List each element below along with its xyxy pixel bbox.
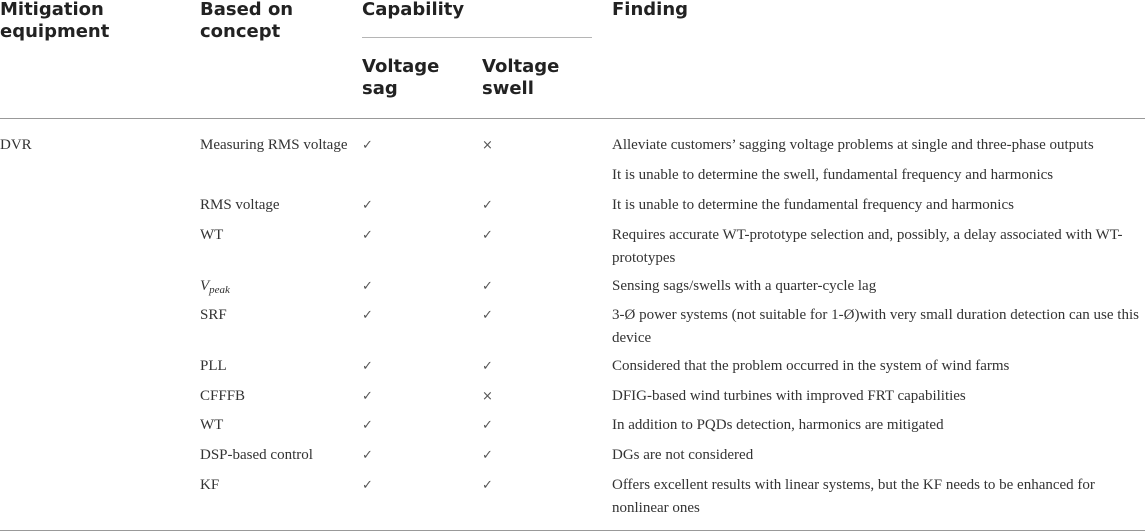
header-capability: Capability [362, 0, 465, 20]
concept-cell: WT [200, 227, 224, 243]
concept-cell: RMS voltage [200, 197, 280, 213]
concept-subscript: peak [209, 284, 230, 296]
finding-cell: It is unable to determine the swell, fundamental frequency and harmonics [612, 167, 1054, 183]
concept-cell: DSP-based control [200, 447, 313, 463]
header-mitigation-equipment: Mitigation equipment [0, 0, 110, 42]
swell-check-icon: ✓ [482, 279, 493, 294]
finding-cell: DGs are not considered [612, 447, 754, 463]
header-finding: Finding [612, 0, 689, 20]
concept-main: V [200, 278, 210, 294]
sag-check-icon: ✓ [362, 389, 373, 404]
finding-cell: DFIG-based wind turbines with improved FRT capabilities [612, 388, 966, 404]
sag-check-icon: ✓ [362, 359, 373, 374]
sag-check-icon: ✓ [362, 138, 373, 153]
finding-cell: Offers excellent results with linear systems, but the KF needs to be enhanced for nonlinear ones [612, 477, 1095, 516]
finding-cell: It is unable to determine the fundamental frequency and harmonics [612, 197, 1014, 213]
header-voltage-sag: Voltage sag [362, 56, 440, 99]
header-voltage-swell: Voltage swell [482, 56, 560, 99]
header-rule [0, 118, 1145, 119]
swell-check-icon: ✓ [482, 418, 493, 433]
concept-cell: PLL [200, 358, 227, 374]
swell-check-icon: ✓ [482, 359, 493, 374]
finding-cell: Sensing sags/swells with a quarter-cycle lag [612, 278, 877, 294]
concept-cell: WT [200, 417, 224, 433]
sag-check-icon: ✓ [362, 448, 373, 463]
finding-cell: Alleviate customers’ sagging voltage problems at single and three-phase outputs [612, 137, 1094, 153]
concept-cell: Measuring RMS voltage [200, 137, 348, 153]
sag-check-icon: ✓ [362, 418, 373, 433]
sag-check-icon: ✓ [362, 308, 373, 323]
concept-cell: CFFFB [200, 388, 246, 404]
bottom-rule [0, 530, 1145, 531]
swell-check-icon: ✓ [482, 308, 493, 323]
concept-cell: SRF [200, 307, 227, 323]
swell-check-icon: ✓ [482, 448, 493, 463]
swell-cross-icon: × [482, 138, 493, 153]
capability-underline [362, 37, 592, 38]
sag-check-icon: ✓ [362, 228, 373, 243]
sag-check-icon: ✓ [362, 279, 373, 294]
header-based-on-concept: Based on concept [200, 0, 294, 42]
equipment-cell: DVR [0, 137, 32, 153]
sag-check-icon: ✓ [362, 478, 373, 493]
swell-check-icon: ✓ [482, 198, 493, 213]
finding-cell: 3-Ø power systems (not suitable for 1-Ø)with very small duration detection can use this device [612, 307, 1139, 346]
sag-check-icon: ✓ [362, 198, 373, 213]
swell-check-icon: ✓ [482, 478, 493, 493]
finding-cell: In addition to PQDs detection, harmonics are mitigated [612, 417, 944, 433]
swell-check-icon: ✓ [482, 228, 493, 243]
swell-cross-icon: × [482, 389, 493, 404]
finding-cell: Considered that the problem occurred in the system of wind farms [612, 358, 1010, 374]
concept-cell-vpeak [200, 275, 350, 302]
concept-cell: KF [200, 477, 220, 493]
finding-cell: Requires accurate WT-prototype selection and, possibly, a delay associated with WT-prototypes [612, 227, 1123, 266]
